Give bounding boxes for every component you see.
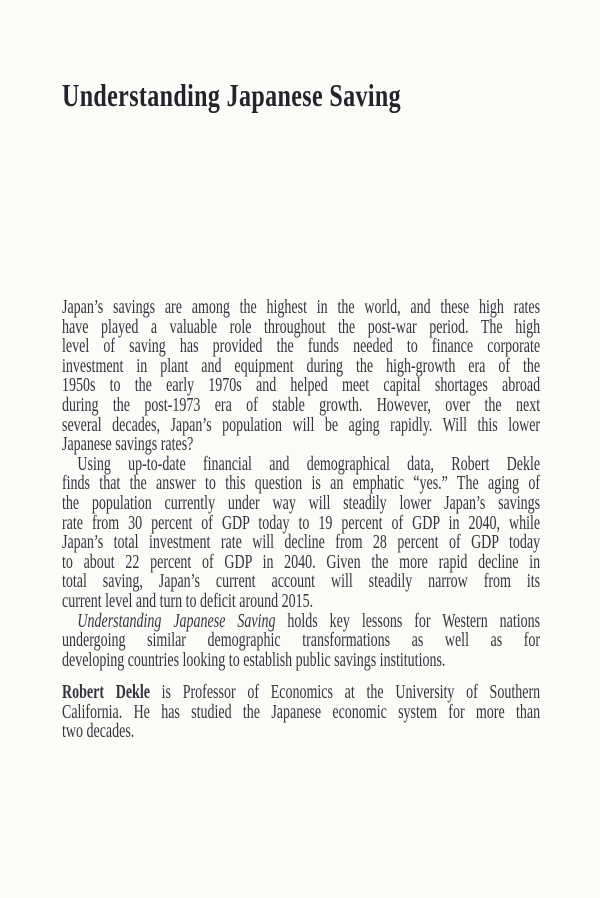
text-run: Japan’s total investment rate will decline from 28 percent of GDP today [62,531,541,554]
body-text [62,298,540,742]
text-run: 1950s to the early 1970s and helped meet capital shortages abroad [62,374,541,397]
text-run: holds key lessons for Western nations [275,609,541,632]
text-run: Using up-to-date financial and demographical data, Robert Dekle [77,452,541,475]
text-run: during the post-1973 era of stable growth. However, over the next [62,393,541,416]
text-line [62,722,540,742]
text-run: total saving, Japan’s current account will steadily narrow from its [62,570,541,593]
text-run: investment in plant and equipment during the high-growth era of the [62,354,541,377]
text-run: several decades, Japan’s population will be aging rapidly. Will this lower [62,413,541,436]
text-run: Japan’s savings are among the highest in the world, and these high rates [62,296,541,318]
text-run: developing countries looking to establish public savings institutions. [62,648,446,671]
text-run: finds that the answer to this question is an emphatic “yes.” The aging of [62,472,541,495]
text-run: the population currently under way will steadily lower Japan’s savings [62,491,541,514]
text-line [62,648,540,671]
text-run: rate from 30 percent of GDP today to 19 percent of GDP in 2040, while [62,511,541,534]
book-title-italic: Understanding Japanese Saving [77,609,276,632]
text-run: current level and turn to deficit around 2015. [62,589,314,612]
text-run: California. He has studied the Japanese economic system for more than [62,700,541,723]
text-run: Japanese savings rates? [62,433,194,456]
author-name: Robert Dekle [62,681,150,704]
page-title: Understanding Japanese Saving [62,77,401,113]
text-run: undergoing similar demographic transformations as well as for [62,629,541,652]
paragraph [62,452,541,612]
text-run: two decades. [62,720,135,743]
text-run: have played a valuable role throughout the post-war period. The high [62,315,541,338]
text-run: is Professor of Economics at the University of Southern [149,681,541,704]
text-run: to about 22 percent of GDP in 2040. Given the more rapid decline in [62,550,541,573]
paragraph [62,683,540,742]
paragraph [62,298,540,455]
paragraph [62,609,541,671]
text-run: level of saving has provided the funds needed to finance corporate [62,335,541,358]
